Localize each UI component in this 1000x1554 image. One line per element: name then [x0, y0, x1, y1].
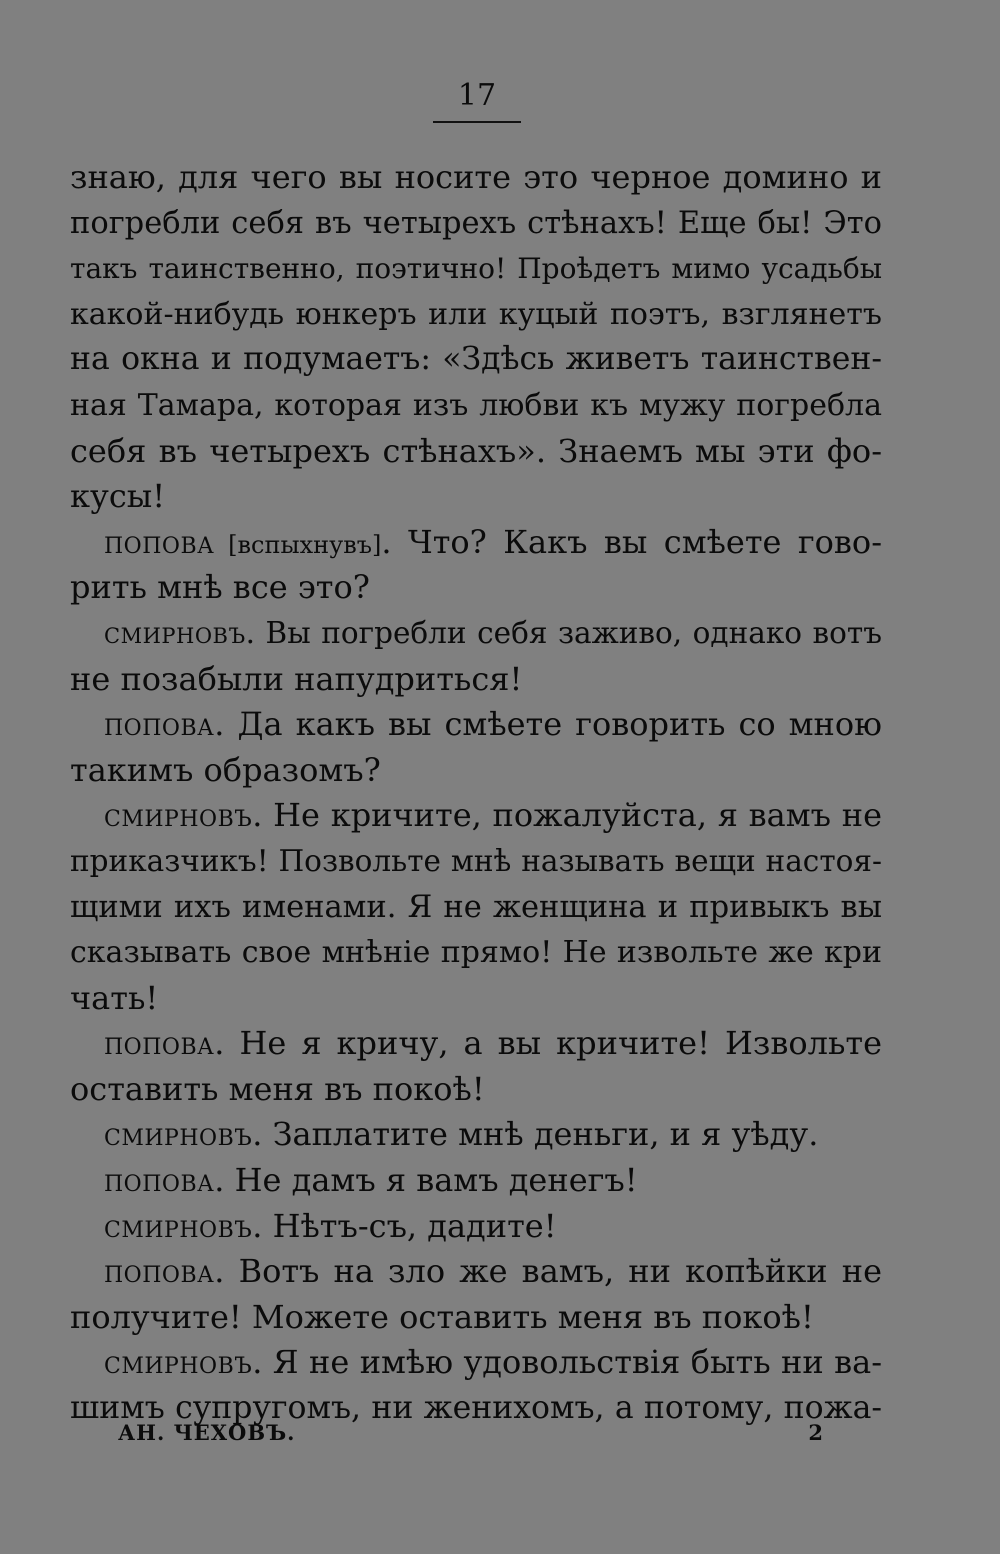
text-line — [70, 1204, 882, 1250]
text-line — [70, 292, 882, 338]
text-line — [70, 155, 882, 201]
line-text: приказчикъ! Позвольте мнѣ называть вещи настоя- — [70, 843, 882, 878]
line-text: . Не дамъ я вамъ денегъ! — [214, 1161, 638, 1200]
line-text: знаю, для чего вы носите это черное домино и — [70, 158, 882, 196]
line-text: погребли себя въ четырехъ стѣнахъ! Еще бы! Это — [70, 205, 882, 241]
text-line — [70, 657, 882, 703]
line-text: . Я не имѣю удовольствія быть ни ва- — [252, 1343, 882, 1382]
line-text: . Не я кричу, а вы кричите! Извольте — [214, 1024, 882, 1063]
line-text: . Нѣтъ-съ, дадите! — [252, 1206, 557, 1245]
line-text: . Да какъ вы смѣете говорить со мною — [214, 705, 882, 744]
speaker-name: смирновъ — [104, 1343, 253, 1382]
line-text: на окна и подумаетъ: «Здѣсь живетъ таинствен- — [70, 341, 882, 378]
signature-mark: 2 — [808, 1420, 824, 1445]
text-line — [70, 930, 882, 976]
line-text: . Что? Какъ вы смѣете гово- — [381, 522, 882, 561]
line-text: . Вы погребли себя заживо, однако вотъ — [245, 615, 882, 650]
speaker-name: попова — [104, 1161, 215, 1200]
text-line — [70, 520, 882, 566]
speaker-name: смирновъ — [104, 1206, 253, 1245]
text-line — [70, 748, 882, 794]
line-text: не позабыли напудриться! — [70, 659, 523, 698]
line-text: рить мнѣ все это? — [70, 568, 370, 607]
speaker-name: попова — [104, 1024, 215, 1063]
line-text: . Не кричите, пожалуйста, я вамъ не — [252, 796, 882, 835]
speaker-name: попова — [104, 522, 215, 561]
speaker-name: попова — [104, 1252, 215, 1291]
text-line — [70, 201, 882, 247]
line-text: . Заплатите мнѣ деньги, и я уѣду. — [252, 1115, 819, 1154]
line-text: щими ихъ именами. Я не женщина и привыкъ вы — [70, 889, 882, 925]
speaker-name: смирновъ — [104, 615, 246, 650]
text-line — [70, 337, 882, 383]
text-line — [70, 474, 882, 520]
line-text: такимъ образомъ? — [70, 750, 381, 789]
speaker-name: попова — [104, 705, 215, 744]
text-line — [70, 246, 882, 292]
line-text: . Вотъ на зло же вамъ, ни копѣйки не — [214, 1252, 882, 1291]
header-rule — [433, 121, 521, 123]
text-line — [70, 1340, 882, 1386]
text-line — [70, 565, 882, 611]
body-text — [70, 155, 882, 1432]
footer-author: АН. ЧЕХОВЪ. — [118, 1420, 296, 1445]
line-text: шимъ супругомъ, ни женихомъ, а потому, пожа- — [70, 1390, 882, 1427]
text-line — [70, 611, 882, 657]
text-line — [70, 839, 882, 885]
text-line — [70, 976, 882, 1022]
text-line — [70, 793, 882, 839]
line-text: ная Тамара, которая изъ любви къ мужу погребла — [70, 387, 882, 423]
speaker-name: смирновъ — [104, 796, 253, 835]
text-line — [70, 429, 882, 475]
text-line — [70, 1249, 882, 1295]
line-text: чать! — [70, 978, 159, 1017]
line-text: себя въ четырехъ стѣнахъ». Знаемъ мы эти фо- — [70, 431, 882, 470]
text-line — [70, 885, 882, 931]
stage-direction: [вспыхнувъ] — [214, 530, 382, 559]
line-text: оставить меня въ покоѣ! — [70, 1069, 485, 1108]
line-text: получите! Можете оставить меня въ покоѣ! — [70, 1297, 814, 1336]
text-line — [70, 1112, 882, 1158]
text-line — [70, 702, 882, 748]
line-text: кусы! — [70, 477, 166, 516]
line-text: сказывать свое мнѣніе прямо! Не извольте же кри — [70, 935, 882, 971]
text-line — [70, 1295, 882, 1341]
text-line — [70, 1158, 882, 1204]
speaker-name: смирновъ — [104, 1115, 253, 1154]
line-text: такъ таинственно, поэтично! Проѣдетъ мимо усадьбы — [70, 252, 882, 286]
line-text: какой-нибудь юнкеръ или куцый поэтъ, взглянетъ — [70, 296, 882, 332]
page-footer — [118, 1418, 824, 1448]
page-number: 17 — [457, 78, 497, 113]
text-line — [70, 383, 882, 429]
text-line — [70, 1067, 882, 1113]
text-line — [70, 1021, 882, 1067]
